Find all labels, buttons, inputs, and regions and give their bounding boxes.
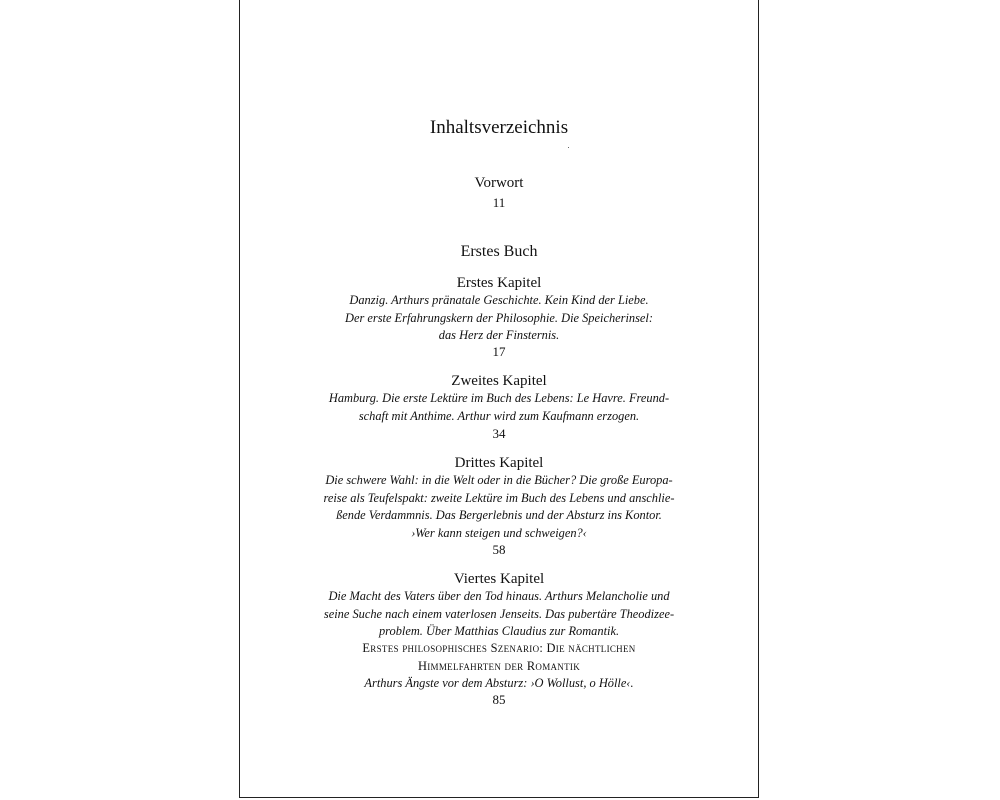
chapter-1-summary [302,292,696,345]
summary-line: ßende Verdammnis. Das Bergerlebnis und der Absturz ins Kontor. [336,508,662,522]
summary-line: problem. Über Matthias Claudius zur Romantik. [378,624,620,638]
summary-line: das Herz der Finsternis. [438,328,560,342]
chapter-4-summary [302,588,696,641]
scenario-line: Himmelfahrten der Romantik [418,658,580,673]
summary-line: seine Suche nach einem vaterlosen Jenseits. Das pubertäre Theodizee- [323,606,675,621]
page-title: Inhaltsverzeichnis [429,117,569,138]
chapter-3-summary [302,472,696,542]
summary-line: reise als Teufelspakt: zweite Lektüre im Buch des Lebens und anschlie- [323,490,675,505]
chapter-2-summary [302,390,696,425]
preface-heading: Vorwort [474,175,524,191]
chapter-4-page-number: 85 [492,692,506,707]
chapter-3-page-number: 58 [492,542,506,557]
chapter-1-page-number: 17 [492,344,506,359]
chapter-2-page-number: 34 [492,426,506,441]
summary-line: schaft mit Anthime. Arthur wird zum Kaufmann erzogen. [358,408,640,423]
book-page [239,0,759,798]
philosophical-scenario-heading [302,640,696,675]
summary-line: Hamburg. Die erste Lektüre im Buch des Lebens: Le Havre. Freund- [328,391,670,405]
summary-line: Danzig. Arthurs pränatale Geschichte. Kein Kind der Liebe. [349,293,649,307]
chapter-3-heading: Drittes Kapitel [454,455,544,471]
preface-page-number: 11 [492,195,506,210]
summary-line: Die Macht des Vaters über den Tod hinaus. Arthurs Melancholie und [328,589,670,603]
summary-line: ›Wer kann steigen und schweigen?‹ [411,525,587,540]
print-speck [568,147,569,148]
chapter-4-closing-line: Arthurs Ängste vor dem Absturz: ›O Wollust, o Hölle‹. [364,676,634,690]
summary-line: Der erste Erfahrungskern der Philosophie. Die Speicherinsel: [345,310,653,325]
chapter-4-heading: Viertes Kapitel [453,571,545,587]
book-heading: Erstes Buch [460,243,538,260]
chapter-1-heading: Erstes Kapitel [456,275,542,291]
scenario-line: Erstes philosophisches Szenario: Die nächtlichen [362,641,636,655]
summary-line: Die schwere Wahl: in die Welt oder in die Bücher? Die große Europa- [325,473,673,487]
chapter-2-heading: Zweites Kapitel [451,373,547,389]
